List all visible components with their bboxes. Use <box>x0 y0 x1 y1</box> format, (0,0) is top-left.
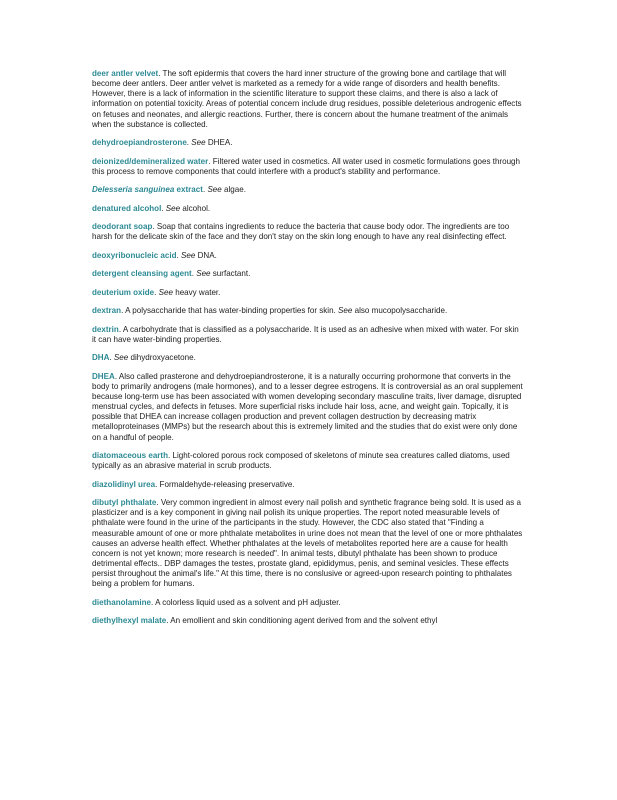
see-reference-label: See <box>158 287 173 297</box>
see-reference-label: See <box>207 185 222 195</box>
glossary-entry-dehydroepiandrosterone: dehydroepiandrosterone. See DHEA. <box>92 138 233 148</box>
see-reference-label: See <box>338 306 353 316</box>
entry-definition: Also called prasterone and dehydroepiandrosterone, it is a naturally occurring prohormone that converts in the body to primarily androgens (male hormones), and to a lesser degree estrogens. It is controversial as an oral supplement because long-term use has been associated with women developing secondary masculine traits, liver damage, disrupted menstrual cycles, and defects in fetuses. More superficial risks include hair loss, acne, and weight gain. Topically, it is possible that DHEA can increase collagen production and prevent collagen destruction by decreasing matrix metalloproteinases (MMPs) but the research about this is extremely limited and the studies that do exist were only done on a handful of people. <box>92 371 523 442</box>
entry-term: denatured alcohol <box>92 203 162 213</box>
glossary-entry-deionized-water: deionized/demineralized water. Filtered water used in cosmetics. All water used in cosmetic formulations goes through this process to remove components that could interfere with a product's stability and performance. <box>92 156 521 176</box>
see-reference-target: surfactant. <box>212 269 251 279</box>
glossary-entry-dextrin: dextrin. A carbohydrate that is classified as a polysaccharide. It is used as an adhesive when mixed with water. For skin it can have water-binding properties. <box>92 324 519 344</box>
see-reference-target: alcohol. <box>182 203 211 213</box>
glossary-entry-dibutyl-phthalate: dibutyl phthalate. Very common ingredient in almost every nail polish and synthetic fragrance being sold. It is used as a plasticizer and is a key component in giving nail polish its unique properties. The report noted measurable levels of phthalate were found in the urine of the participants in the study. However, the CDC also stated that "Finding a measurable amount of one or more phthalate metabolites in urine does not mean that the level of one or more phthalates causes an adverse health effect. Whether phthalates at the levels of metabolites reported here are a cause for health concern is not yet known; more research is needed". In animal tests, dibutyl phthalate has been shown to produce detrimental effects.. DBP damages the testes, prostate gland, epididymus, penis, and seminal vesicles. These effects persist throughout the animal's life." At this time, there is no conslusive or agreed-upon research pointing to phthalates being a problem for humans. <box>92 498 523 589</box>
glossary-entry-deoxyribonucleic-acid: deoxyribonucleic acid. See DNA. <box>92 250 217 260</box>
see-reference-target: DNA. <box>197 250 217 260</box>
entry-definition: An emollient and skin conditioning agent derived from and the solvent ethyl <box>170 616 438 626</box>
glossary-entry-diethanolamine: diethanolamine. A colorless liquid used as a solvent and pH adjuster. <box>92 597 341 607</box>
entry-term: diethanolamine <box>92 597 152 607</box>
glossary-content <box>92 69 524 635</box>
see-reference-label: See <box>196 269 211 279</box>
glossary-entry-diazolidinyl-urea: diazolidinyl urea. Formaldehyde-releasing preservative. <box>92 479 295 489</box>
entry-term: dehydroepiandrosterone <box>92 138 187 148</box>
entry-definition: A carbohydrate that is classified as a polysaccharide. It is used as an adhesive when mixed with water. For skin it can have water-binding properties. <box>92 324 519 344</box>
entry-definition: Formaldehyde-releasing preservative. <box>159 479 295 489</box>
entry-term: deionized/demineralized water <box>92 156 209 166</box>
entry-term: DHEA <box>92 371 115 381</box>
entry-term <box>92 185 203 194</box>
entry-term: deuterium oxide <box>92 287 155 297</box>
entry-definition: The soft epidermis that covers the hard inner structure of the growing bone and cartilage that will become deer antlers. Deer antler velvet is marketed as a remedy for a wide range of disorders and health benefits. However, there is a lack of information in the scientific literature to support these claims, and there is also a lack of information on potential toxicity. Areas of potential concern include drug residues, possible deleterious androgenic effects on fetuses and neonates, and allergic reactions. Further, there is concern about the humane treatment of the animals when the substance is collected. <box>92 69 522 129</box>
entry-term: diatomaceous earth <box>92 451 169 461</box>
entry-term: diazolidinyl urea <box>92 479 156 489</box>
entry-definition: Filtered water used in cosmetics. All water used in cosmetic formulations goes through this process to remove components that could interfere with a product's stability and performance. <box>92 156 521 176</box>
glossary-entry-dhea: DHEA. Also called prasterone and dehydroepiandrosterone, it is a naturally occurring prohormone that converts in the body to primarily androgens (male hormones), and to a lesser degree estrogens. It is controversial as an oral supplement because long-term use has been associated with women developing secondary masculine traits, liver damage, disrupted menstrual cycles, and defects in fetuses. More superficial risks include hair loss, acne, and weight gain. Topically, it is possible that DHEA can increase collagen production and prevent collagen destruction by decreasing matrix metalloproteinases (MMPs) but the research about this is extremely limited and the studies that do exist were only done on a handful of people. <box>92 371 523 442</box>
see-reference-label: See <box>165 203 181 213</box>
entry-term: deer antler velvet <box>92 69 159 78</box>
entry-definition: A colorless liquid used as a solvent and pH adjuster. <box>155 597 341 607</box>
entry-term: detergent cleansing agent <box>92 269 192 279</box>
see-reference-label: See <box>181 250 196 260</box>
see-reference-target: heavy water. <box>175 287 221 297</box>
glossary-entry-dha: DHA. See dihydroxyacetone. <box>92 353 196 363</box>
entry-term: deodorant soap <box>92 222 153 232</box>
glossary-entry-delesseria-sanguinea-extract: Delesseria sanguinea extract. See algae. <box>92 185 246 195</box>
glossary-entry-deodorant-soap: deodorant soap. Soap that contains ingredients to reduce the bacteria that cause body odor. The ingredients are too harsh for the delicate skin of the face and they don't stay on the skin long enough to have any real disinfecting effect. <box>92 222 510 242</box>
entry-term: diethylhexyl malate <box>92 616 167 626</box>
glossary-entry-diatomaceous-earth: diatomaceous earth. Light-colored porous rock composed of skeletons of minute sea creatures called diatoms, used typically as an abrasive material in scrub products. <box>92 451 510 471</box>
see-reference-label: See <box>191 138 206 148</box>
entry-term: deoxyribonucleic acid <box>92 250 177 260</box>
entry-term-suffix: extract <box>174 185 203 195</box>
glossary-entry-dextran: dextran. A polysaccharide that has water-binding properties for skin. See also mucopolysaccharide. <box>92 306 448 316</box>
see-reference-target: also mucopolysaccharide. <box>354 306 448 316</box>
glossary-entry-deuterium-oxide: deuterium oxide. See heavy water. <box>92 287 221 297</box>
entry-term: DHA <box>92 353 110 363</box>
entry-term-scientific-name: Delesseria sanguinea <box>92 185 175 195</box>
entry-term: dextran <box>92 306 122 316</box>
entry-term: dibutyl phthalate <box>92 498 157 508</box>
entry-definition: Light-colored porous rock composed of skeletons of minute sea creatures called diatoms, used typically as an abrasive material in scrub products. <box>92 451 510 471</box>
see-reference-target: algae. <box>224 185 246 195</box>
glossary-entry-deer-antler-velvet: deer antler velvet. The soft epidermis that covers the hard inner structure of the growing bone and cartilage that will become deer antlers. Deer antler velvet is marketed as a remedy for a wide range of disorders and health benefits. However, there is a lack of information in the scientific literature to support these claims, and there is also a lack of information on potential toxicity. Areas of potential concern include drug residues, possible deleterious androgenic effects on fetuses and neonates, and allergic reactions. Further, there is concern about the humane treatment of the animals when the substance is collected. <box>92 69 522 129</box>
entry-definition: A polysaccharide that has water-binding properties for skin. <box>125 306 336 316</box>
glossary-entry-denatured-alcohol: denatured alcohol. See alcohol. <box>92 203 211 213</box>
entry-definition: Very common ingredient in almost every nail polish and synthetic fragrance being sold. It is used as a plasticizer and is a key component in giving nail polish its unique properties. The report noted measurable levels of phthalate were found in the urine of the participants in the study. However, the CDC also stated that "Finding a measurable amount of one or more phthalate metabolites in urine does not mean that the level of one or more phthalates causes an adverse health effect. Whether phthalates at the levels of metabolites reported here are a cause for health concern is not yet known; more research is needed". In animal tests, dibutyl phthalate has been shown to produce detrimental effects.. DBP damages the testes, prostate gland, epididymus, penis, and seminal vesicles. These effects persist throughout the animal's life." At this time, there is no conslusive or agreed-upon research pointing to phthalates being a problem for humans. <box>92 498 523 589</box>
glossary-entry-diethylhexyl-malate: diethylhexyl malate. An emollient and skin conditioning agent derived from and the solvent ethyl <box>92 616 438 626</box>
see-reference-target: dihydroxyacetone. <box>130 353 196 363</box>
glossary-entry-detergent-cleansing-agent: detergent cleansing agent. See surfactant. <box>92 269 251 279</box>
entry-term: dextrin <box>92 324 119 334</box>
entry-definition: Soap that contains ingredients to reduce the bacteria that cause body odor. The ingredients are too harsh for the delicate skin of the face and they don't stay on the skin long enough to have any real disinfecting effect. <box>92 222 510 242</box>
see-reference-target: DHEA. <box>207 138 233 148</box>
see-reference-label: See <box>113 353 129 363</box>
